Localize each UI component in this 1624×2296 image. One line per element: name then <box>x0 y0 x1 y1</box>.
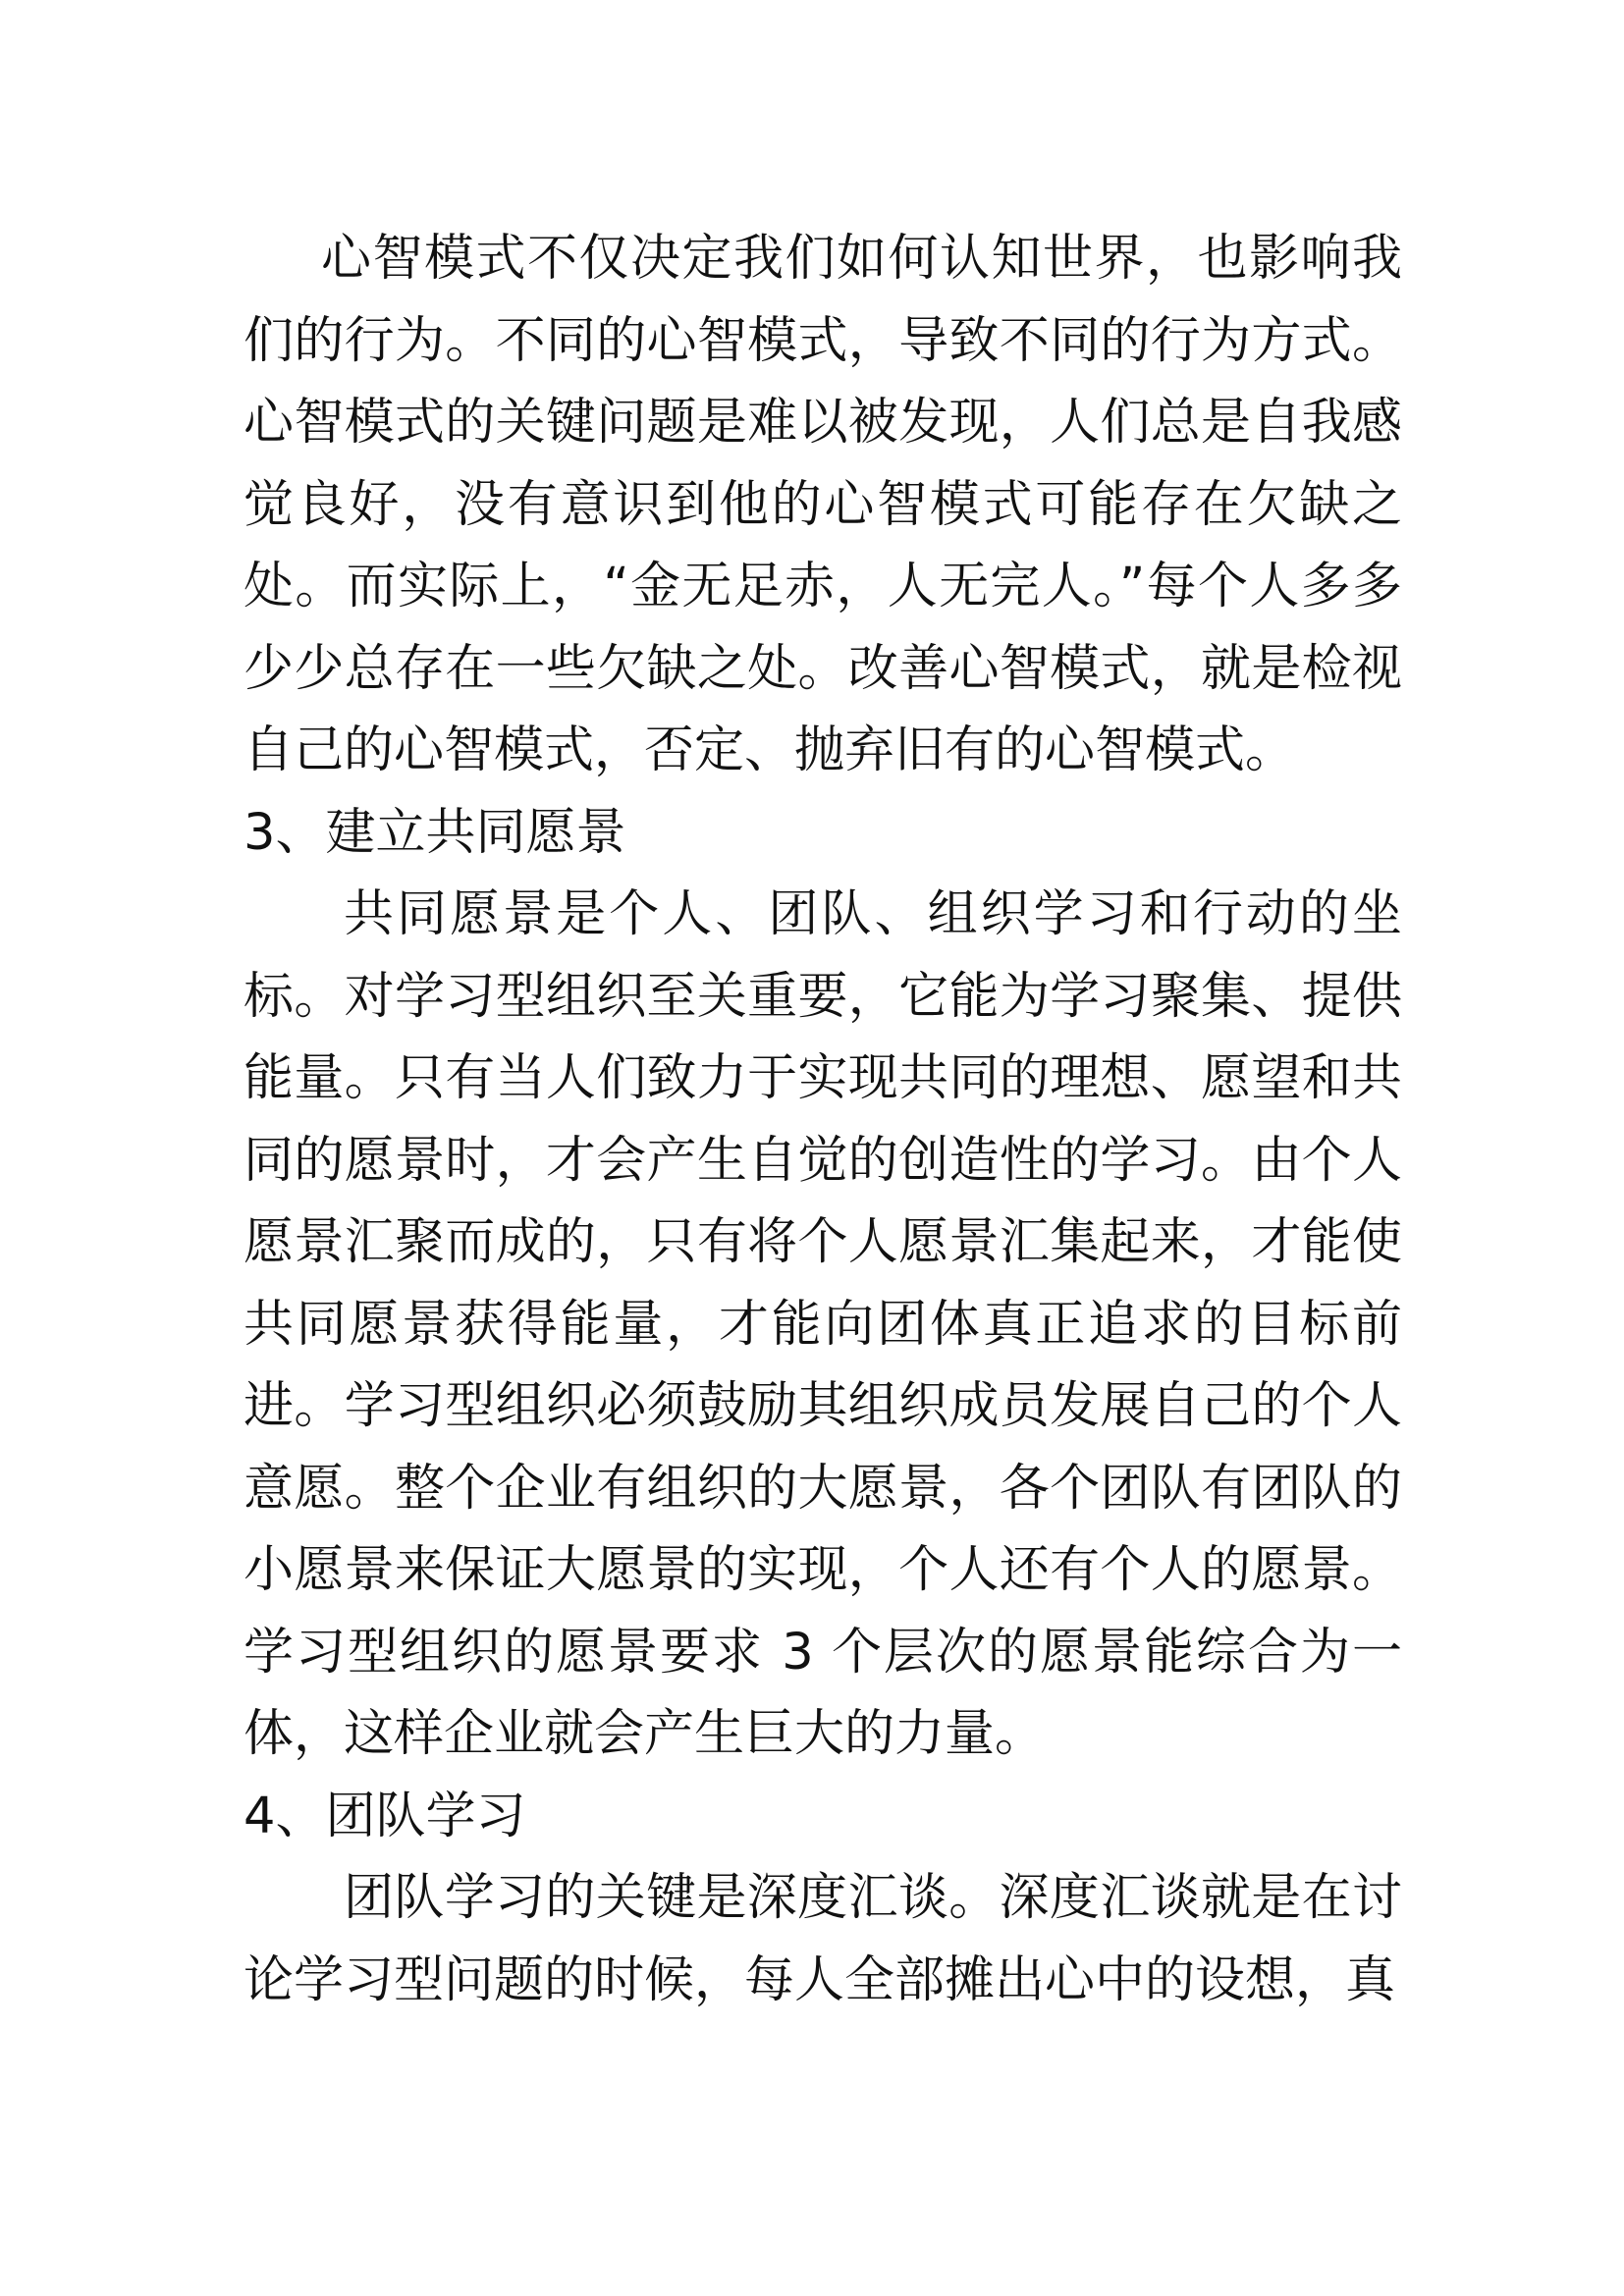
paragraph-team-learning: 团队学习的关键是深度汇谈。深度汇谈就是在讨论学习型问题的时候，每人全部摊出心中的设想，真 <box>244 1869 1402 2009</box>
paragraph-shared-vision: 共同愿景是个人、团队、组织学习和行动的坐标。对学习型组织至关重要，它能为学习聚集、提供能量。只有当人们致力于实现共同的理想、愿望和共同的愿景时，才会产生自觉的创造性的学习。由个人愿景汇聚而成的，只有将个人愿景汇集起来，才能使共同愿景获得能量，才能向团体真正追求的目标前进。学习型组织必须鼓励其组织成员发展自己的个人意愿。整个企业有组织的大愿景，各个团队有团队的小愿景来保证大愿景的实现，个人还有个人的愿景。学习型组织的愿景要求 3 个层次的愿景能综合为一体，这样企业就会产生巨大的力量。 <box>244 885 1402 1763</box>
section-heading-shared-vision: 3、建立共同愿景 <box>244 803 626 862</box>
paragraph-mental-models: 心智模式不仅决定我们如何认知世界，也影响我们的行为。不同的心智模式，导致不同的行为方式。心智模式的关键问题是难以被发现，人们总是自我感觉良好，没有意识到他的心智模式可能存在欠缺之处。而实际上，“金无足赤，人无完人。”每个人多多少少总存在一些欠缺之处。改善心智模式，就是检视自己的心智模式，否定、抛弃旧有的心智模式。 <box>244 230 1402 779</box>
section-heading-team-learning: 4、团队学习 <box>244 1787 526 1845</box>
document-body <box>244 218 1402 2021</box>
